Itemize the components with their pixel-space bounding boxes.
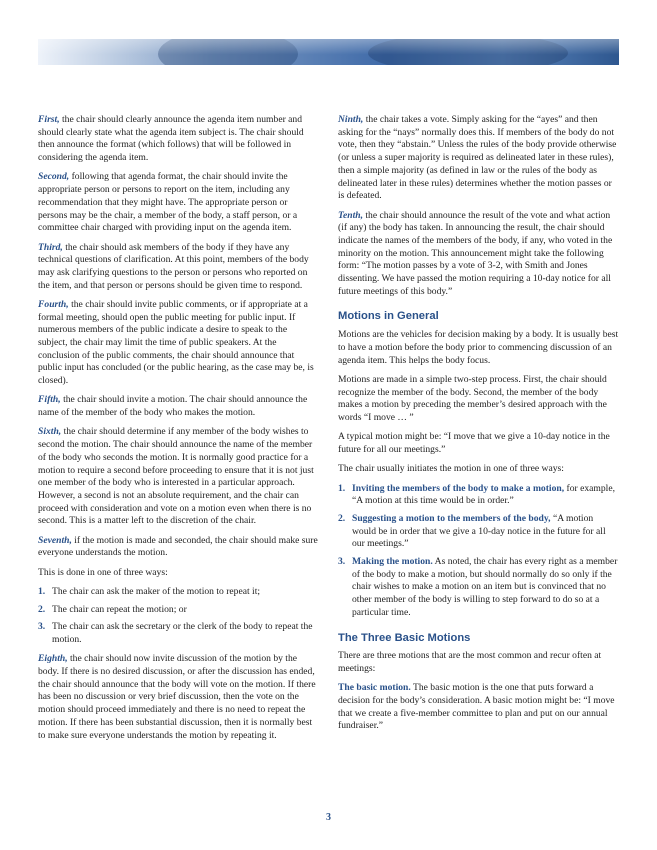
- step-second: Second, following that agenda format, the chair should invite the appropriate person or persons to report on the item, including any recommendation that they might have. The appropriate person or persons may be the chair, a member of the body, a staff person, or a committee chair charged with providing input on the agenda item.: [38, 171, 298, 234]
- list-item: 2. Suggesting a motion to the members of the body, “A motion would be in order that we give a 10-day notice in the future for all our meetings.”: [338, 512, 606, 550]
- step-seventh: Seventh, if the motion is made and seconded, the chair should make sure everyone understands the motion.: [38, 534, 318, 559]
- initiate-list: [338, 483, 619, 620]
- section-heading-motions: Motions in General: [338, 310, 439, 323]
- list-item: 1. The chair can ask the maker of the motion to repeat it;: [38, 585, 261, 597]
- paragraph: The chair usually initiates the motion in one of three ways:: [338, 463, 564, 475]
- paragraph: Motions are the vehicles for decision making by a body. It is usually best to have a motion before the body prior to commencing discussion of an agenda item. This helps the body focus.: [338, 329, 619, 366]
- step-tenth: Tenth, the chair should announce the result of the vote and what action (if any) the body has taken. In announcing the result, the chair should indicate the names of the members of the body, if any, who voted in the minority on the motion. This announcement might take the following form: “The motion passes by a vote of 3-2, with Smith and Jones dissenting. We have passed the motion requiring a 10-day notice for all future meetings of this body.”: [338, 209, 613, 297]
- paragraph: Motions are made in a simple two-step process. First, the chair should recognize the member of the body. Second, the member of the body makes a motion by preceding the member’s desired approach with the words “I move … ”: [338, 373, 607, 423]
- left-column: [38, 114, 318, 749]
- step-eighth: Eighth, the chair should now invite discussion of the motion by the body. If there is no desired discussion, or after the discussion has ended, the chair should announce that the body will vote on the motion. If there has been no discussion or very brief discussion, then the vote on the motion should proceed immediately and there is no need to repeat the motion. If there has been substantial discussion, then it is normally best to make sure everyone understands the motion by repeating it.: [38, 653, 316, 741]
- page-number: 3: [326, 812, 331, 823]
- section-heading-basic-motions: The Three Basic Motions: [338, 631, 471, 644]
- ways-intro: This is done in one of three ways:: [38, 566, 168, 578]
- paragraph: A typical motion might be: “I move that we give a 10-day notice in the future for all our meetings.”: [338, 431, 610, 455]
- right-column: [338, 114, 619, 740]
- list-item: 2. The chair can repeat the motion; or: [38, 603, 187, 615]
- list-item: 3. The chair can ask the secretary or the clerk of the body to repeat the motion.: [38, 621, 313, 646]
- step-ninth: Ninth, the chair takes a vote. Simply asking for the “ayes” and then asking for the “nays” normally does this. If members of the body do not vote, then they “abstain.” Unless the rules of the body provide otherwise (or unless a super majority is required as delineated later in these rules), then a simple majority (as defined in law or the rules of the body as delineated later in these rules) determines whether the motion passes or is defeated.: [338, 114, 617, 202]
- step-fifth: Fifth, the chair should invite a motion. The chair should announce the name of the member of the body who makes the motion.: [38, 394, 308, 419]
- list-item: 3. Making the motion. As noted, the chair has every right as a member of the body to make a motion, but should normally do so only if the chair wishes to make a motion on an item but is convinced that no other member of the body is willing to step forward to do so at a particular time.: [338, 556, 618, 618]
- list-item: 1. Inviting the members of the body to make a motion, for example, “A motion at this time would be in order.”: [338, 482, 616, 507]
- header-banner: [38, 39, 619, 65]
- step-sixth: Sixth, the chair should determine if any member of the body wishes to second the motion. The chair should announce the name of the member of the body who seconds the motion. It is normally good practice for a motion to require a second before proceeding to ensure that it is not just one member of the body who is interested in a particular approach. However, a second is not an absolute requirement, and the chair can proceed with consideration and vote on a motion even when there is no second. This is a matter left to the discretion of the chair.: [38, 426, 314, 527]
- step-fourth: Fourth, the chair should invite public comments, or if appropriate at a formal meeting, should open the public meeting for public input. If numerous members of the public indicate a desire to speak to the subject, the chair may limit the time of public speakers. At the conclusion of the public comments, the chair should announce that public input has concluded (or the public hearing, as the case may be, is closed).: [38, 298, 314, 387]
- banner-shine: [38, 39, 619, 65]
- basic-motion-paragraph: The basic motion. The basic motion is the one that puts forward a decision for the body’s consideration. A basic motion might be: “I move that we create a five-member committee to plan and put on our annual fundraiser.”: [338, 682, 615, 732]
- paragraph: There are three motions that are the most common and recur often at meetings:: [338, 650, 602, 674]
- step-third: Third, the chair should ask members of the body if they have any technical questions of clarification. At this point, members of the body may ask clarifying questions to the person or persons who reported on the item, and that person or persons should be given time to respond.: [38, 241, 309, 291]
- step-first: First, the chair should clearly announce the agenda item number and should clearly state what the agenda item subject is. The chair should then announce the format (which follows) that will be followed in considering the agenda item.: [38, 114, 304, 164]
- ways-list: [38, 586, 318, 647]
